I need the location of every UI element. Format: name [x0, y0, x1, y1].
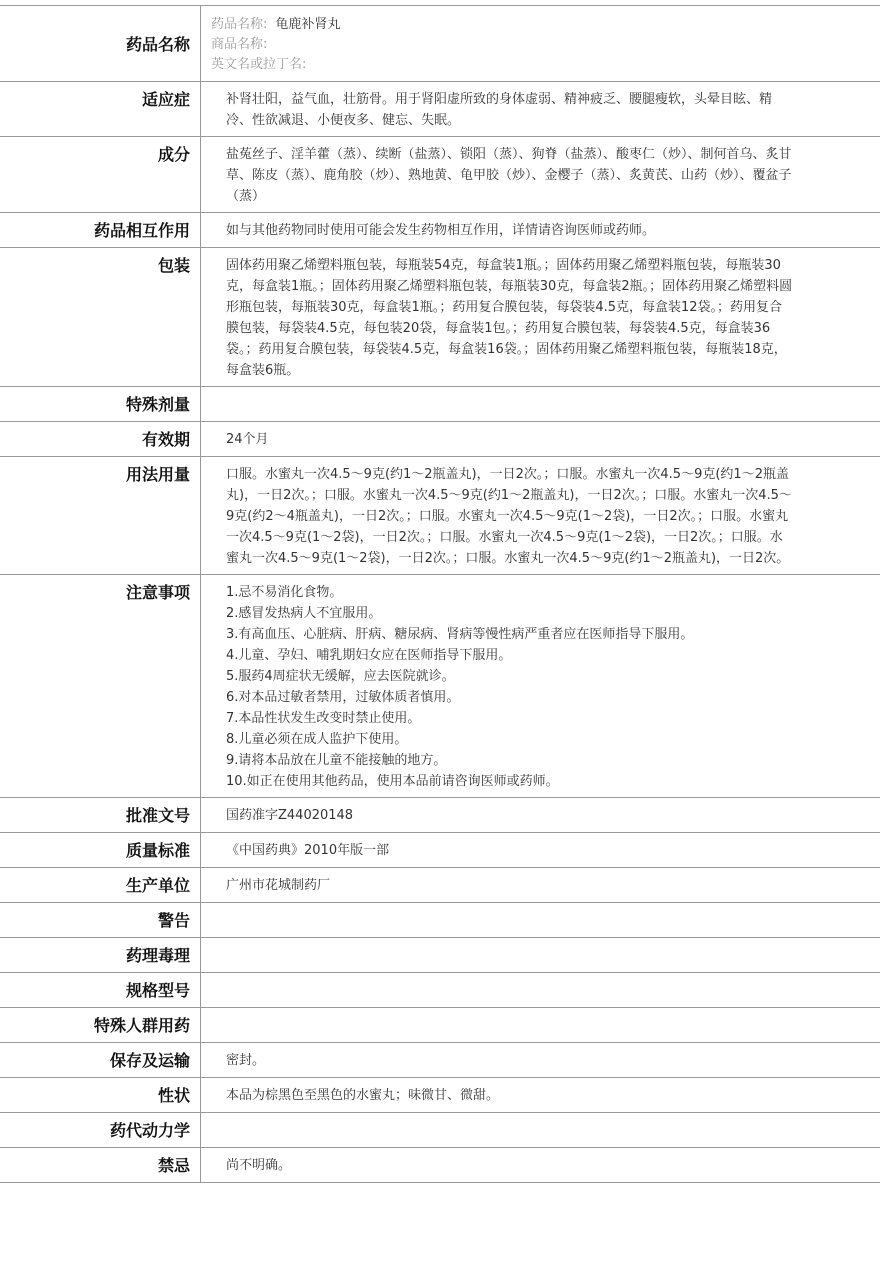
- trade-name-key: 商品名称:: [211, 37, 267, 52]
- row-value: 24个月: [201, 422, 880, 457]
- row-value: 盐菟丝子、淫羊藿（蒸）、续断（盐蒸）、锁阳（蒸）、狗脊（盐蒸）、酸枣仁（炒）、制何首乌、炙甘草、陈皮（蒸）、鹿角胶（炒）、熟地黄、龟甲胶（炒）、金樱子（蒸）、炙黄芪、山药（炒）、覆盆子（蒸）: [201, 137, 880, 213]
- spec-row: [0, 82, 880, 137]
- generic-name-value: 龟鹿补肾丸: [275, 17, 340, 32]
- spec-row: [0, 422, 880, 457]
- row-value: [201, 575, 880, 798]
- row-value: [201, 387, 880, 422]
- row-label: 药理毒理: [0, 938, 201, 973]
- row-label: 禁忌: [0, 1148, 201, 1183]
- spec-row: [0, 938, 880, 973]
- row-value: 固体药用聚乙烯塑料瓶包装，每瓶装54克，每盒装1瓶。；固体药用聚乙烯塑料瓶包装，每瓶装30克，每盒装1瓶。；固体药用聚乙烯塑料瓶包装，每瓶装30克，每盒装2瓶。；固体药用聚乙烯塑料圆形瓶包装，每瓶装30克，每盒装1瓶。；药用复合膜包装，每袋装4.5克，每盒装12袋。；药用复合膜包装，每袋装4.5克，每包装20袋，每盒装1包。；药用复合膜包装，每袋装4.5克，每盒装36袋。；药用复合膜包装，每袋装4.5克，每盒装16袋。；固体药用聚乙烯塑料瓶包装，每瓶装18克，每盒装6瓶。: [201, 248, 880, 387]
- row-value: [201, 938, 880, 973]
- row-value: 本品为棕黑色至黑色的水蜜丸；味微甘、微甜。: [201, 1078, 880, 1113]
- row-label: 适应症: [0, 82, 201, 137]
- generic-name-key: 药品名称:: [211, 17, 267, 32]
- spec-row: [0, 833, 880, 868]
- precaution-item: 3.有高血压、心脏病、肝病、糖尿病、肾病等慢性病严重者应在医师指导下服用。: [226, 624, 795, 645]
- precaution-item: 7.本品性状发生改变时禁止使用。: [226, 708, 795, 729]
- row-value: 尚不明确。: [201, 1148, 880, 1183]
- precaution-item: 4.儿童、孕妇、哺乳期妇女应在医师指导下服用。: [226, 645, 795, 666]
- row-label: 成分: [0, 137, 201, 213]
- row-value: [201, 903, 880, 938]
- row-value: [201, 1008, 880, 1043]
- spec-row: [0, 213, 880, 248]
- row-value: 《中国药典》2010年版一部: [201, 833, 880, 868]
- row-label: 保存及运输: [0, 1043, 201, 1078]
- spec-row: [0, 137, 880, 213]
- row-label: 特殊剂量: [0, 387, 201, 422]
- precaution-item: 6.对本品过敏者禁用，过敏体质者慎用。: [226, 687, 795, 708]
- row-label: 注意事项: [0, 575, 201, 798]
- row-label: 警告: [0, 903, 201, 938]
- spec-row: [0, 868, 880, 903]
- row-value: 广州市花城制药厂: [201, 868, 880, 903]
- row-label: 性状: [0, 1078, 201, 1113]
- drug-spec-table: [0, 5, 880, 1183]
- spec-row: [0, 903, 880, 938]
- precaution-item: 1.忌不易消化食物。: [226, 582, 795, 603]
- spec-row: [0, 798, 880, 833]
- row-drug-names: [0, 6, 880, 82]
- precaution-item: 9.请将本品放在儿童不能接触的地方。: [226, 750, 795, 771]
- row-label: 规格型号: [0, 973, 201, 1008]
- row-value: [201, 973, 880, 1008]
- spec-row: [0, 1113, 880, 1148]
- row-value: 国药准字Z44020148: [201, 798, 880, 833]
- row-label: 包装: [0, 248, 201, 387]
- row-label: 药品名称: [0, 6, 201, 82]
- precaution-item: 10.如正在使用其他药品，使用本品前请咨询医师或药师。: [226, 771, 795, 792]
- spec-row: [0, 575, 880, 798]
- spec-row: [0, 248, 880, 387]
- spec-row: [0, 387, 880, 422]
- generic-name-line: [211, 15, 795, 35]
- row-label: 批准文号: [0, 798, 201, 833]
- row-label: 质量标准: [0, 833, 201, 868]
- row-label: 药品相互作用: [0, 213, 201, 248]
- row-value: 密封。: [201, 1043, 880, 1078]
- row-label: 特殊人群用药: [0, 1008, 201, 1043]
- spec-row: [0, 457, 880, 575]
- precaution-item: 8.儿童必须在成人监护下使用。: [226, 729, 795, 750]
- spec-row: [0, 1043, 880, 1078]
- row-value: 如与其他药物同时使用可能会发生药物相互作用，详情请咨询医师或药师。: [201, 213, 880, 248]
- row-label: 生产单位: [0, 868, 201, 903]
- drug-names-value: [201, 6, 880, 82]
- row-value: 口服。水蜜丸一次4.5～9克(约1～2瓶盖丸)，一日2次。；口服。水蜜丸一次4.5～9克(约1～2瓶盖丸)，一日2次。；口服。水蜜丸一次4.5～9克(约1～2瓶盖丸)，一日2次。；口服。水蜜丸一次4.5～9克(约2～4瓶盖丸)，一日2次。；口服。水蜜丸一次4.5～9克(1～2袋)，一日2次。；口服。水蜜丸一次4.5～9克(1～2袋)，一日2次。；口服。水蜜丸一次4.5～9克(1～2袋)，一日2次。；口服。水蜜丸一次4.5～9克(1～2袋)，一日2次。；口服。水蜜丸一次4.5～9克(约1～2瓶盖丸)，一日2次。: [201, 457, 880, 575]
- spec-row: [0, 1008, 880, 1043]
- spec-row: [0, 973, 880, 1008]
- precaution-item: 5.服药4周症状无缓解，应去医院就诊。: [226, 666, 795, 687]
- row-label: 药代动力学: [0, 1113, 201, 1148]
- spec-row: [0, 1148, 880, 1183]
- row-value: [201, 1113, 880, 1148]
- spec-row: [0, 1078, 880, 1113]
- row-label: 用法用量: [0, 457, 201, 575]
- trade-name-line: [211, 35, 795, 55]
- latin-name-key: 英文名或拉丁名:: [211, 57, 306, 72]
- row-label: 有效期: [0, 422, 201, 457]
- row-value: 补肾壮阳，益气血，壮筋骨。用于肾阳虚所致的身体虚弱、精神疲乏、腰腿瘦软，头晕目眩、精冷、性欲减退、小便夜多、健忘、失眠。: [201, 82, 880, 137]
- precaution-item: 2.感冒发热病人不宜服用。: [226, 603, 795, 624]
- latin-name-line: [211, 55, 795, 75]
